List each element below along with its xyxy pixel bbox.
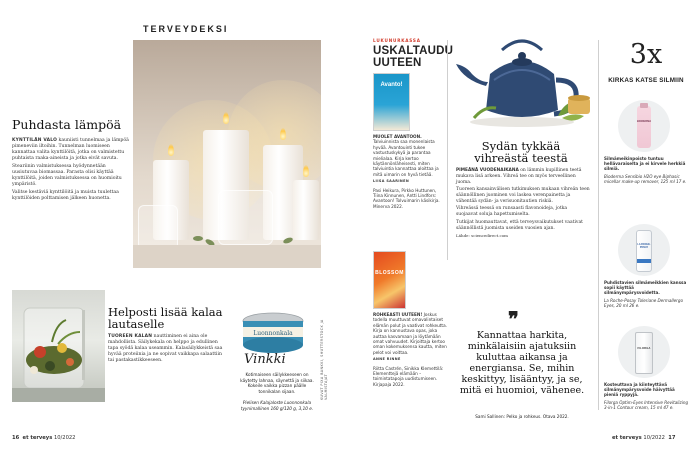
eyes-title: KIRKAS KATSE SILMIIN bbox=[608, 77, 684, 84]
section-title: TERVEYDEKSI bbox=[143, 24, 229, 34]
page-number-left: 16 bbox=[12, 435, 20, 441]
book1-publisher: Pasi Heikura, Pirkko Huttunen, Tiina Kinnunen, Antti Lindfors: Avantoon! Tolvuimarin käsikirja. Minerva 2022. bbox=[373, 187, 440, 209]
teapot-illustration bbox=[450, 34, 596, 130]
footer-left-brand: et terveys bbox=[22, 435, 53, 441]
article-tea-source: Lähde: sciencedirect.com bbox=[456, 233, 508, 239]
book1-credit: LIISA SAARINEN bbox=[373, 179, 410, 184]
footer-right bbox=[612, 435, 676, 441]
product2-name: La Roche-Posay Toleriane Dermallergo Eyes, 20 ml 26 e. bbox=[604, 297, 683, 308]
article-fish-text: nauttiminen ei aina ole mahdollista. Säilykekala on helppo ja edullinen tapa syödä kalaa useammin. Kalasäilykkeistä saa hyvää proteiinia ja ne sopivat vaikkapa salaattiin tai pastakastikkeeseen. bbox=[108, 334, 223, 363]
candles-photo bbox=[133, 40, 321, 268]
tip-text: Kotimaiseen säilykkeeseen on käytetty lahnaa, säynettä ja siikaa. Kokeile vaikka pizzan päälle tonnikalan sijaan. bbox=[240, 372, 314, 394]
article-tea-p3: Vihreässä teessä on runsaasti flavonoideja, jotka suojaavat soluja hapettumiselta. bbox=[456, 206, 568, 218]
can-label: Luonnonkala bbox=[253, 330, 293, 337]
product1-text bbox=[604, 156, 690, 184]
product3-brand: FILORGA bbox=[637, 347, 651, 350]
book2-text: Joskus todella muuttuvat omavalintaiset elämän polut ja vaativat rohkeutta. Kirja on kannustava opas, joka auttaa kasvamaan ja löytämään omat vahvuudet. Kirjoittaja kertoo oman kokemuksensa kautta, miten pelot voi voittaa. bbox=[373, 312, 447, 355]
book-cover-avanto bbox=[373, 73, 410, 131]
article-tea-p2: Tuoreen kansainvälisen tutkimuksen mukaan vihreän teen säännöllinen juominen voi laskea verenpainetta ja vähentää sydän- ja verisuonitautien riskiä. bbox=[456, 187, 590, 205]
footer-left bbox=[12, 435, 76, 441]
article-tea-p4: Tutkijat huomauttavat, että terveysvaikutukset vaativat säännöllistä juomista useiden vuosien ajan. bbox=[456, 219, 583, 231]
quote-mark-icon: ❞ bbox=[508, 307, 519, 331]
product-bioderma-image bbox=[618, 100, 670, 152]
article-fish bbox=[108, 306, 228, 364]
book2-lead: ROHKEASTI UUTEEN! bbox=[373, 312, 423, 317]
product1-lead: Silmämeikinpoisto tuntuu hellävaraiselta ja ei kirvele herkkiä silmiä. bbox=[604, 156, 686, 172]
column-divider bbox=[447, 40, 448, 260]
article-tea-lead: PIMEÄNÄ VUODENAIKANA bbox=[456, 168, 519, 173]
product3-text bbox=[604, 382, 690, 410]
article-candles-p2: Steariinin valmistuksessa hyödynnetään uusiutuvaa biomassaa. Parasta olisi käyttää kynttilöitä, joiden valmistuksessa on huomioitu ympäristö. bbox=[12, 164, 122, 187]
product3-lead: Kosteuttava ja kiinteyttävä silmänympärysvoide häivyttää pieniä ryppyjä. bbox=[604, 382, 675, 398]
book2-review bbox=[373, 312, 447, 387]
article-candles-title: Puhdasta lämpöä bbox=[12, 117, 122, 132]
book1-text: Talviuinnista saa monenlaista hyvää. Avantouinti tukee vastustuskykyä ja parantaa mielialaa. Kirja kertoo käytännönläheisesti, miten talviuintia kannattaa aloittaa ja mitä uimarin on hyvä tietää. bbox=[373, 139, 439, 177]
footer-right-brand: et terveys bbox=[612, 435, 642, 441]
product2-lead: Puhdistavien silmämeikkien kanssa sopii käyttää silmänympärysvoidetta. bbox=[604, 280, 687, 296]
product2-brand: LA ROCHE-POSAY bbox=[637, 243, 651, 249]
article-candles-p3: Valitse kestäviä kynttilöitä ja muista tuulettaa kynttilöiden polttamisen jälkeen huonetta. bbox=[12, 190, 119, 201]
book2-cover-title: BLOSSOM bbox=[375, 270, 404, 276]
article-candles-body bbox=[12, 138, 130, 202]
books-title: USKALTAUDU UUTEEN bbox=[373, 45, 454, 69]
article-candles bbox=[12, 118, 130, 204]
salad-jar-photo bbox=[12, 290, 105, 402]
article-fish-body bbox=[108, 334, 228, 364]
article-tea-p1: on lämmin kupillinen teetä mukava lisä arkeen. Vihreä tee on myös terveellinen juoma. bbox=[456, 168, 582, 185]
article-candles-p1: kauniisti tunnelmaa ja lämpöä pimeneviin iltoihin. Tunnelman luomiseen kannattaa valita kynttilöitä, jotka on valmistettu puhtaista raaka-aineista ja jotka eivät savuta. bbox=[12, 138, 129, 161]
article-fish-title: Helposti lisää kalaa lautaselle bbox=[108, 305, 223, 331]
photo-credit: KUVAT PIXA BANKKI, SHUTTERSTOCK JA VALMISTAJAT bbox=[320, 319, 328, 400]
article-tea-title: Sydän tykkää vihreästä teestä bbox=[474, 139, 568, 165]
product1-name: Bioderma Sensibio H2O eye Biphasic micellar make-up remover, 125 ml 17 e. bbox=[604, 173, 687, 184]
book2-credit: ANNE RINNE bbox=[373, 357, 401, 362]
tip-title: Vinkki bbox=[244, 352, 286, 367]
footer-right-issue: 10/2022 bbox=[643, 435, 665, 441]
book-cover-blossom bbox=[373, 251, 406, 309]
eyes-big-number: 3x bbox=[629, 39, 663, 70]
fish-can-image bbox=[240, 311, 306, 355]
book1-review bbox=[373, 134, 447, 209]
article-tea-body bbox=[456, 168, 590, 240]
pull-quote: Kannattaa harkita, minkälaisiin ajatuksiin kuluttaa aikansa ja energiansa. Se, mihin keskittyy, lisääntyy, ja se, mitä ei huomioi, vähenee. bbox=[459, 330, 585, 396]
article-fish-lead: TUOREEN KALAN bbox=[108, 334, 153, 339]
book2-publisher: Riitta Castrén, Sinikka Klemettilä: Elementtejä elämään – toimintatapoja uudistumiseen. Kirjapaja 2022. bbox=[373, 365, 444, 387]
footer-left-issue: 10/2022 bbox=[53, 435, 76, 441]
product-filorga-image bbox=[618, 326, 670, 378]
book1-cover-title: Avanto! bbox=[380, 82, 403, 88]
product3-name: Filorga Optim-Eyes Intensive Revitalizing 3-in-1 Contour cream, 15 ml 47 e. bbox=[604, 399, 689, 410]
product-laroche-image bbox=[618, 224, 670, 276]
page-number-right: 17 bbox=[668, 435, 676, 441]
product1-brand: BIODERMA bbox=[637, 120, 652, 123]
book1-lead: MUOLET AVANTOON. bbox=[373, 134, 422, 139]
tip-product: Pielisen Kalajaloste Luonnonkala tyynimallinen 160 g/120 g, 3,10 e. bbox=[240, 399, 314, 411]
product2-text bbox=[604, 280, 690, 308]
quote-author: Sami Sallinen: Pelko ja rohkeus. Otava 2022. bbox=[475, 414, 569, 419]
column-divider-right bbox=[598, 40, 599, 410]
article-candles-lead: KYNTTILÄN VALO bbox=[12, 138, 58, 143]
tip-body bbox=[240, 372, 314, 411]
books-kicker: LUKUNURKASSA bbox=[373, 38, 421, 43]
